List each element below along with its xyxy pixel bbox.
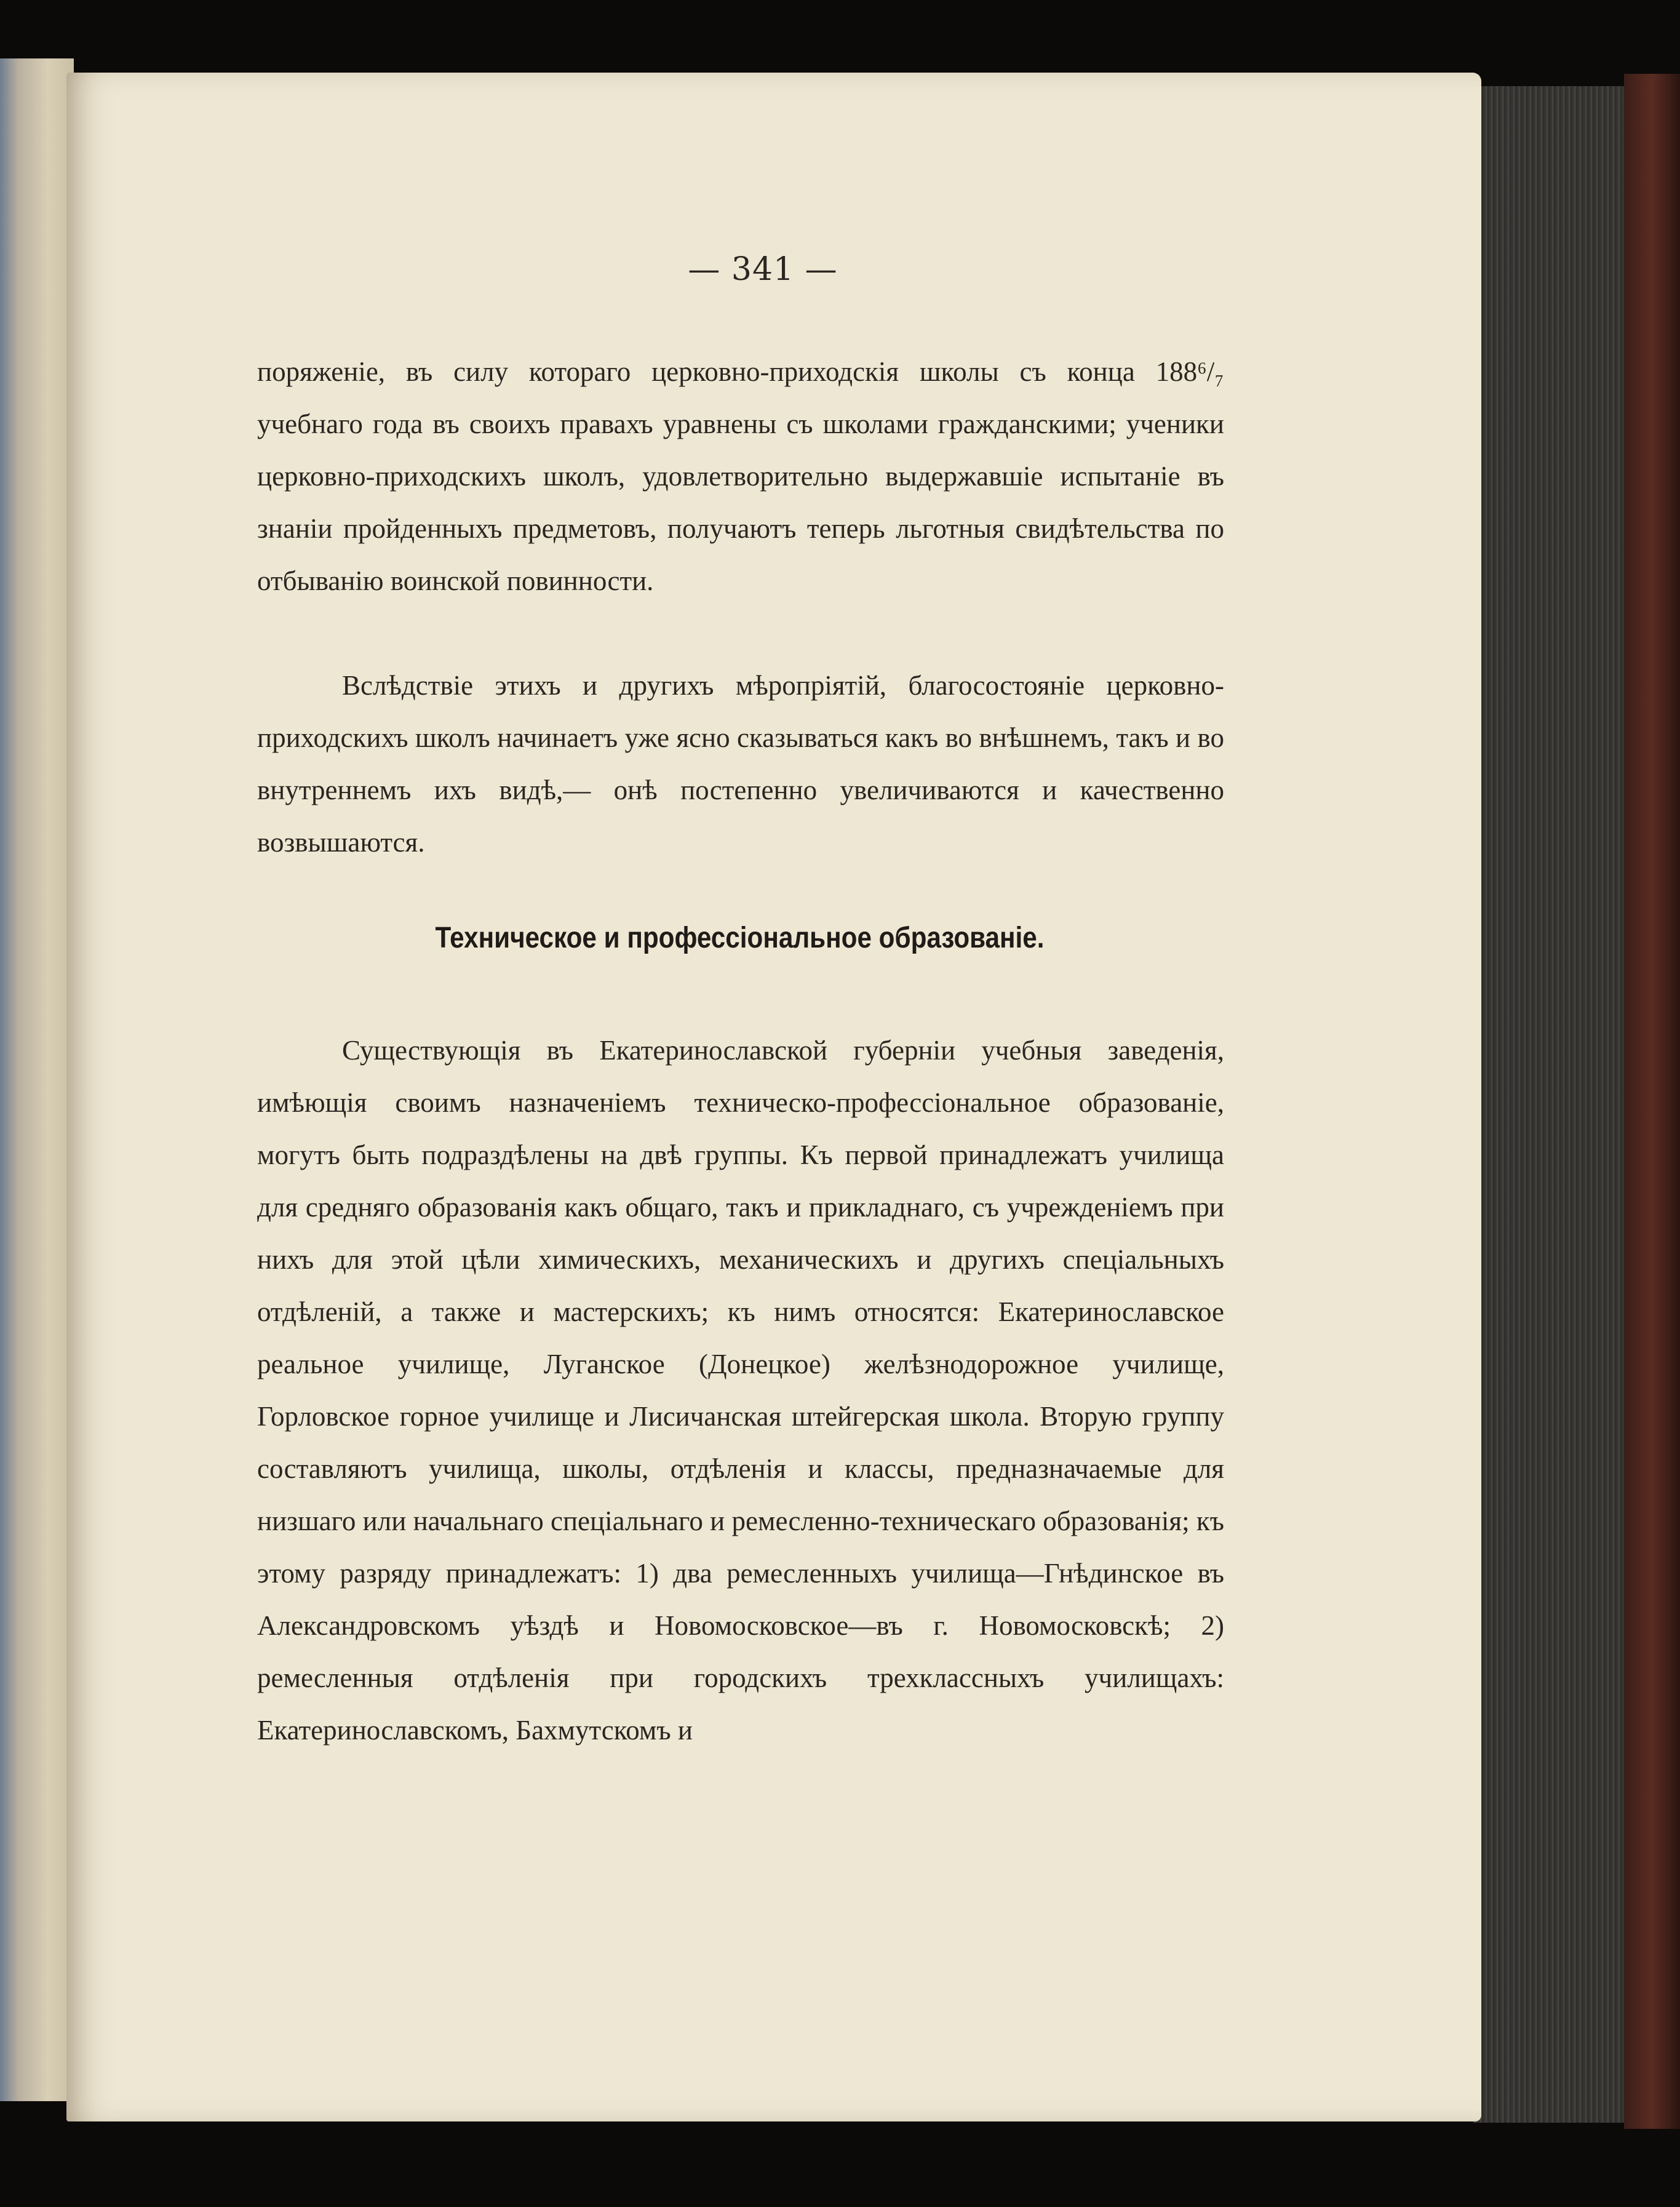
section-heading: Техническое и профессіональное образованіе. xyxy=(435,922,1045,954)
paragraph xyxy=(257,1024,1224,1757)
book-cover-edge xyxy=(1624,74,1680,2129)
paragraph-continued xyxy=(257,346,1224,607)
paragraph-text: поряженіе, въ силу котораго церковно-приходскія школы съ конца 188⁶/₇ учебнаго года въ своихъ правахъ уравнены съ школами гражданскими; ученики церковно-приходскихъ школъ, удовлетворительно выдержавшіе испытаніе въ знаніи пройденныхъ предметовъ, получаютъ теперь льготныя свидѣтельства по отбыванію воинской повинности. xyxy=(257,356,1224,596)
paragraph xyxy=(257,660,1224,869)
page-number: — 341 — xyxy=(688,251,838,288)
facing-page-edge xyxy=(0,58,74,2101)
paragraph-text: Существующія въ Екатеринославской губерніи учебныя заведенія, имѣющія своимъ назначеніемъ техническо-профессіональное образованіе, могутъ быть подраздѣлены на двѣ группы. Къ первой принадлежатъ училища для средняго образованія какъ общаго, такъ и прикладнаго, съ учрежденіемъ при нихъ для этой цѣли химическихъ, механическихъ и другихъ спеціальныхъ отдѣленій, а также и мастерскихъ; къ нимъ относятся: Екатеринославское реальное училище, Луганское (Донецкое) желѣзнодорожное училище, Горловское горное училище и Лисичанская штейгерская школа. Вторую группу составляютъ училища, школы, отдѣленія и классы, предназначаемые для низшаго или начальнаго спеціальнаго и ремесленно-техническаго образованія; къ этому разряду принадлежатъ: 1) два ремесленныхъ училища—Гнѣдинское въ Александровскомъ уѣздѣ и Новомосковское—въ г. Новомосковскѣ; 2) ремесленныя отдѣленія при городскихъ трехклассныхъ училищахъ: Екатеринославскомъ, Бахмутскомъ и xyxy=(257,1035,1224,1746)
paragraph-text: Вслѣдствіе этихъ и другихъ мѣропріятій, благосостояніе церковно-приходскихъ школъ начинаетъ уже ясно сказываться какъ во внѣшнемъ, такъ и во внутреннемъ ихъ видѣ,— онѣ постепенно увеличиваются и качественно возвышаются. xyxy=(257,670,1224,858)
page-edges xyxy=(1473,86,1639,2123)
